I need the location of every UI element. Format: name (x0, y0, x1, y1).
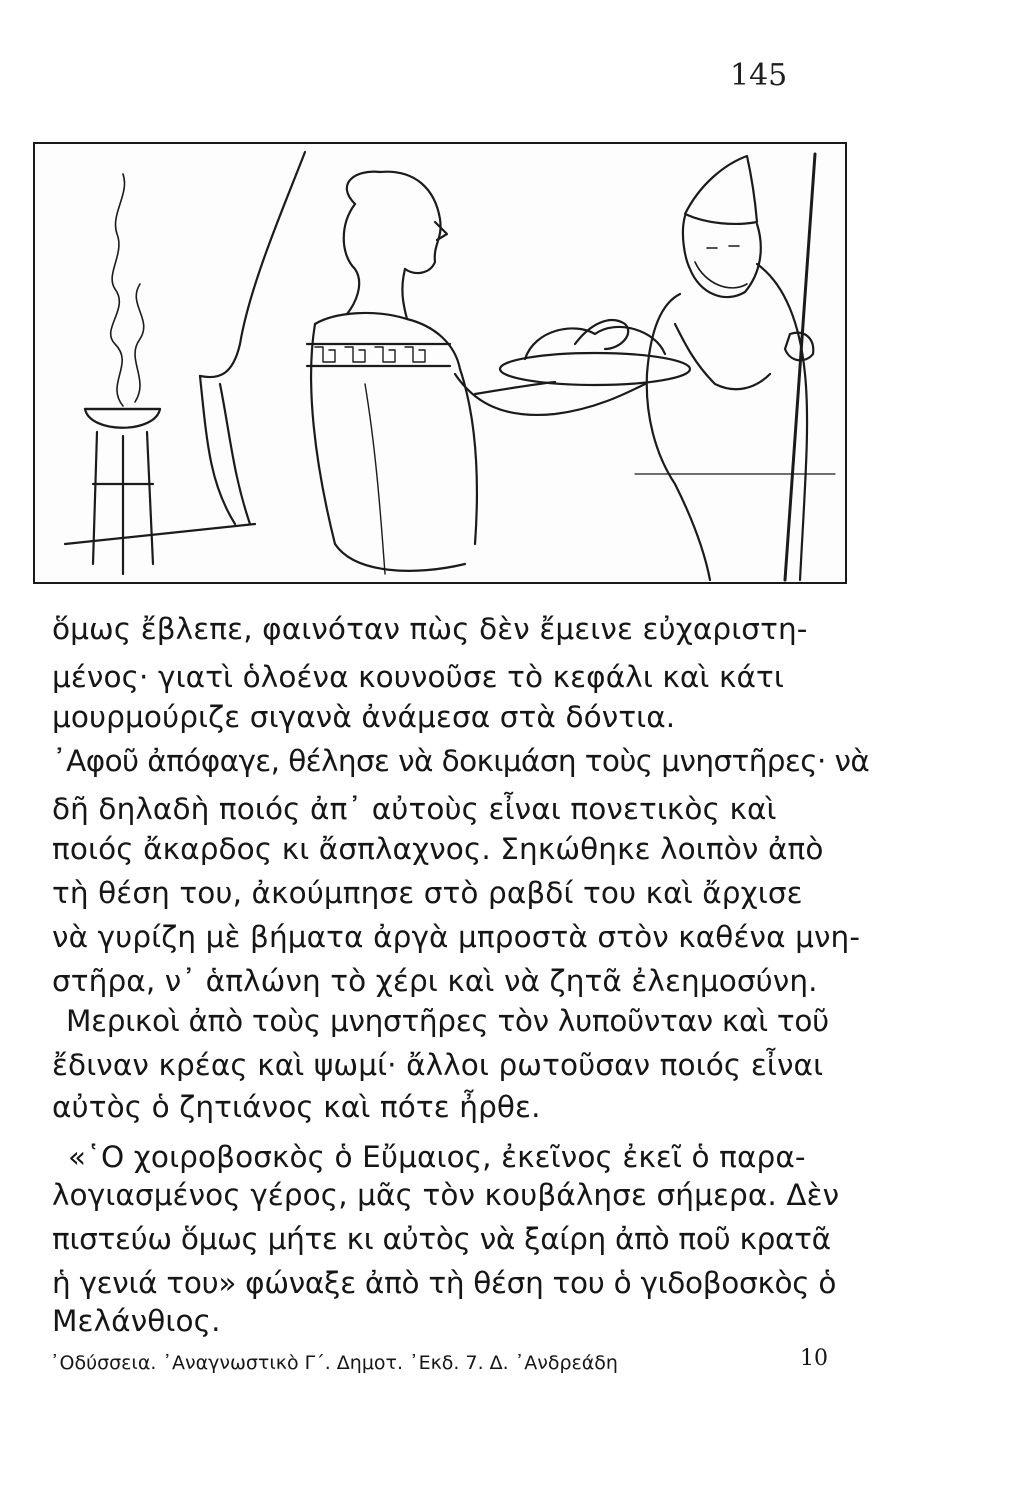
beggar-cap (685, 156, 757, 224)
text-line-4: ᾿Αφοῦ ἀπόφαγε, θέλησε νὰ δοκιμάση τοὺς μνηστῆρες· νὰ (52, 744, 870, 778)
beggar-head (683, 216, 761, 297)
text-line-15: πιστεύω ὅμως μήτε κι αὐτὸς νὰ ξαίρη ἀπὸ ποῦ κρατᾶ (52, 1222, 831, 1256)
text-line-2: μένος· γιατὶ ὁλοένα κουνοῦσε τὸ κεφάλι καὶ κάτι (52, 660, 784, 694)
beggar-cloak (647, 294, 710, 580)
text-line-8: νὰ γυρίζη μὲ βήματα ἀργὰ μπροστὰ στὸν καθένα μνη- (52, 920, 861, 954)
text-line-6: ποιός ἄκαρδος κι ἄσπλαχνος. Σηκώθηκε λοιπὸν ἀπὸ (52, 832, 824, 866)
footer-source-text: ᾿Οδύσσεια. ᾿Αναγνωστικὸ Γ΄. Δημοτ. ᾿Εκδ. 7. Δ. ᾿Ανδρεάδη (50, 1352, 618, 1374)
text-line-17: Μελάνθιος. (52, 1304, 221, 1338)
smoke (111, 174, 125, 406)
youth-tunic-top (315, 313, 460, 369)
text-line-14: λογιασμένος γέρος, μᾶς τὸν κουβάλησε σήμερα. Δὲν (52, 1178, 840, 1212)
youth-arm (455, 374, 645, 415)
text-line-16: ἡ γενιά του» φώναξε ἀπὸ τὴ θέση του ὁ γιδοβοσκὸς ὁ (52, 1266, 837, 1300)
youth-neck (402, 269, 407, 319)
brazier-bowl (85, 409, 160, 428)
brazier-legs (93, 432, 153, 574)
beggar-beard (695, 262, 747, 288)
text-line-3: μουρμούριζε σιγανὰ ἀνάμεσα στὰ δόντια. (52, 700, 676, 734)
illustration-odysseus-begging (33, 142, 847, 584)
text-line-7: τὴ θέση του, ἀκούμπησε στὸ ραβδί του καὶ ἄρχισε (52, 876, 803, 910)
text-line-1: ὅμως ἔβλεπε, φαινόταν πὼς δὲν ἔμεινε εὐχαριστη- (52, 612, 808, 646)
text-line-13: «῾Ο χοιροβοσκὸς ὁ Εὔμαιος, ἐκεῖνος ἐκεῖ ὁ παρα- (68, 1140, 806, 1174)
beggar-arm (675, 324, 770, 389)
text-line-5: δῆ δηλαδὴ ποιός ἀπ᾿ αὐτοὺς εἶναι πονετικὸς καὶ (52, 792, 777, 826)
youth-head (347, 172, 441, 273)
platter (500, 353, 690, 385)
signature-mark: 10 (800, 1346, 828, 1371)
youth-tunic-body (311, 324, 465, 571)
curtain-edge (200, 152, 305, 377)
text-line-9: στῆρα, ν᾿ ἁπλώνη τὸ χέρι καὶ νὰ ζητᾶ ἐλεημοσύνη. (52, 964, 818, 998)
footer (50, 1346, 840, 1374)
curtain-fold (200, 376, 235, 524)
beggar-staff (785, 154, 815, 580)
text-line-12: αὐτὸς ὁ ζητιάνος καὶ πότε ἦρθε. (52, 1090, 541, 1124)
page-number: 145 (730, 58, 788, 93)
text-line-10: Μερικοὶ ἀπὸ τοὺς μνηστῆρες τὸν λυποῦνταν καὶ τοῦ (66, 1004, 829, 1038)
illustration-drawing (35, 144, 845, 582)
text-line-11: ἔδιναν κρέας καὶ ψωμί· ἄλλοι ρωτοῦσαν ποιός εἶναι (52, 1048, 824, 1082)
